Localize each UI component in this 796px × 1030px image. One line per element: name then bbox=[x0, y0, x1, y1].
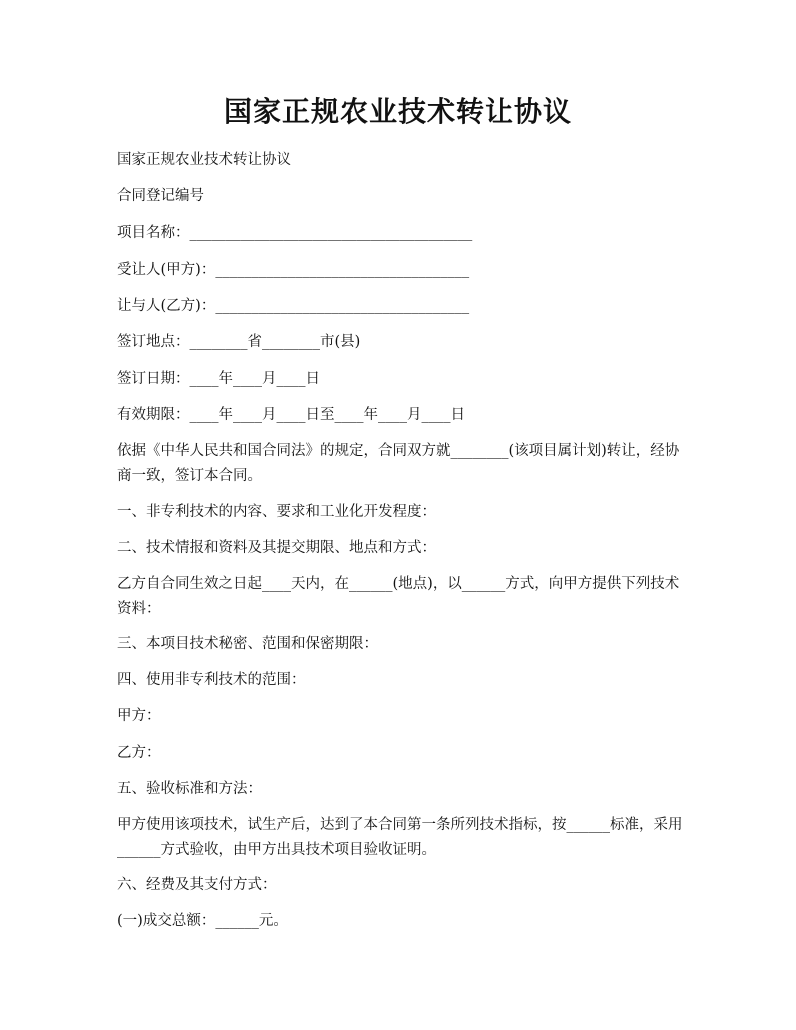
paragraph-contract-number: 合同登记编号 bbox=[117, 188, 204, 204]
section-heading-6: 六、经费及其支付方式： bbox=[117, 877, 277, 893]
section-heading-1: 一、非专利技术的内容、要求和工业化开发程度： bbox=[117, 504, 436, 520]
section-heading-2: 二、技术情报和资料及其提交期限、地点和方式： bbox=[117, 540, 436, 556]
paragraph-subtitle: 国家正规农业技术转让协议 bbox=[117, 152, 291, 168]
paragraph-basis: 依据《中华人民共和国合同法》的规定，合同双方就________(该项目属计划)转让，经协商一致，签订本合同。 bbox=[117, 443, 680, 484]
paragraph-party-b: 让与人(乙方)：___________________________________ bbox=[117, 298, 470, 314]
paragraph-party-a: 受让人(甲方)：___________________________________ bbox=[117, 262, 470, 278]
paragraph-party-a-scope: 甲方： bbox=[117, 708, 161, 724]
paragraph-signing-place: 签订地点：________省________市(县) bbox=[117, 334, 361, 350]
section-heading-3: 三、本项目技术秘密、范围和保密期限： bbox=[117, 636, 378, 652]
paragraph-signing-date: 签订日期：____年____月____日 bbox=[117, 371, 320, 387]
paragraph-total-amount: (一)成交总额：______元。 bbox=[117, 913, 288, 929]
paragraph-party-b-scope: 乙方： bbox=[117, 745, 161, 761]
paragraph-materials: 乙方自合同生效之日起____天内，在______(地点)，以______方式，向甲方提供下列技术资料： bbox=[117, 576, 680, 617]
section-heading-4: 四、使用非专利技术的范围： bbox=[117, 672, 306, 688]
document-title: 国家正规农业技术转让协议 bbox=[223, 95, 572, 128]
section-heading-5: 五、验收标准和方法： bbox=[117, 781, 262, 797]
paragraph-acceptance: 甲方使用该项技术，试生产后，达到了本合同第一条所列技术指标，按______标准，采用______方式验收，由甲方出具技术项目验收证明。 bbox=[117, 817, 683, 858]
paragraph-project-name: 项目名称：_______________________________________ bbox=[117, 225, 473, 241]
paragraph-validity-period: 有效期限：____年____月____日至____年____月____日 bbox=[117, 407, 465, 423]
